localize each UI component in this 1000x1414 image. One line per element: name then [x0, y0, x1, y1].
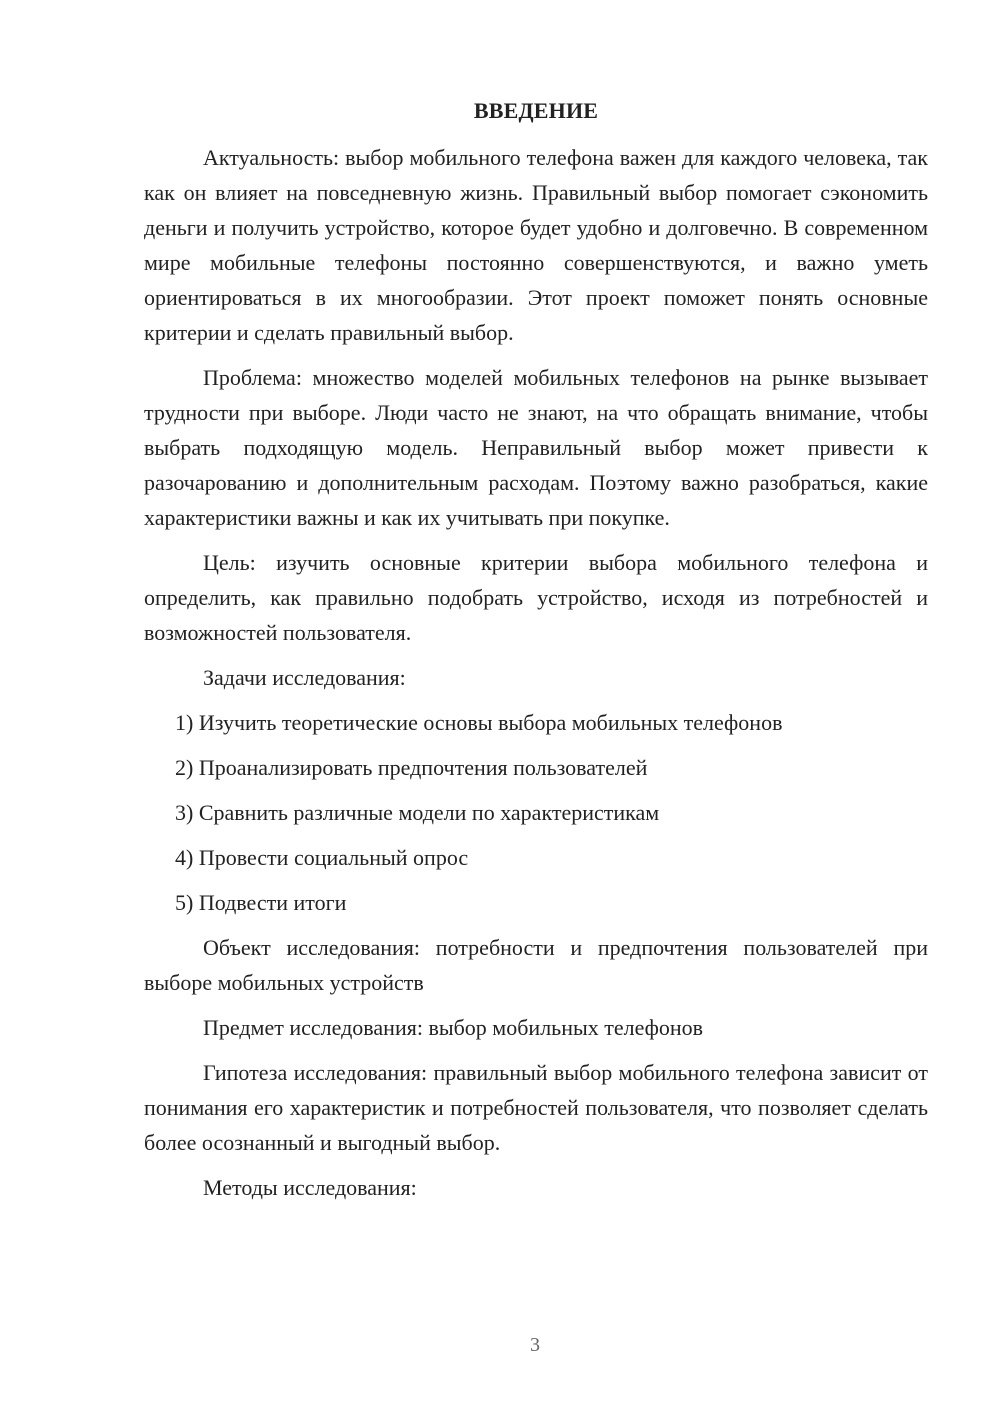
section-heading: ВВЕДЕНИЕ [473, 98, 599, 123]
task-item: 3) Сравнить различные модели по характеристикам [175, 800, 660, 825]
task-item: 5) Подвести итоги [175, 890, 347, 915]
task-item: 1) Изучить теоретические основы выбора мобильных телефонов [175, 710, 783, 735]
task-item: 2) Проанализировать предпочтения пользователей [175, 755, 648, 780]
tasks-title: Задачи исследования: [203, 665, 406, 690]
tasks-list [144, 705, 928, 920]
task-item: 4) Провести социальный опрос [175, 845, 469, 870]
page-number: 3 [530, 1334, 540, 1356]
relevance-paragraph: Актуальность: выбор мобильного телефона важен для каждого человека, так как он влияет на повседневную жизнь. Правильный выбор помогает сэкономить деньги и получить устройство, которое будет удобно и долговечно. В современном мире мобильные телефоны постоянно совершенствуются, и важно уметь ориентироваться в их многообразии. Этот проект поможет понять основные критерии и сделать правильный выбор. [144, 145, 928, 345]
subject-paragraph: Предмет исследования: выбор мобильных телефонов [203, 1015, 704, 1040]
hypothesis-paragraph: Гипотеза исследования: правильный выбор мобильного телефона зависит от понимания его характеристик и потребностей пользователя, что позволяет сделать более осознанный и выгодный выбор. [144, 1060, 928, 1155]
document-page [144, 96, 928, 1215]
goal-paragraph: Цель: изучить основные критерии выбора мобильного телефона и определить, как правильно подобрать устройство, исходя из потребностей и возможностей пользователя. [144, 550, 928, 645]
problem-paragraph: Проблема: множество моделей мобильных телефонов на рынке вызывает трудности при выборе. Люди часто не знают, на что обращать внимание, чтобы выбрать подходящую модель. Неправильный выбор может привести к разочарованию и дополнительным расходам. Поэтому важно разобраться, какие характеристики важны и как их учитывать при покупке. [144, 365, 928, 530]
object-paragraph: Объект исследования: потребности и предпочтения пользователей при выборе мобильных устройств [144, 935, 928, 995]
methods-title: Методы исследования: [203, 1175, 417, 1200]
